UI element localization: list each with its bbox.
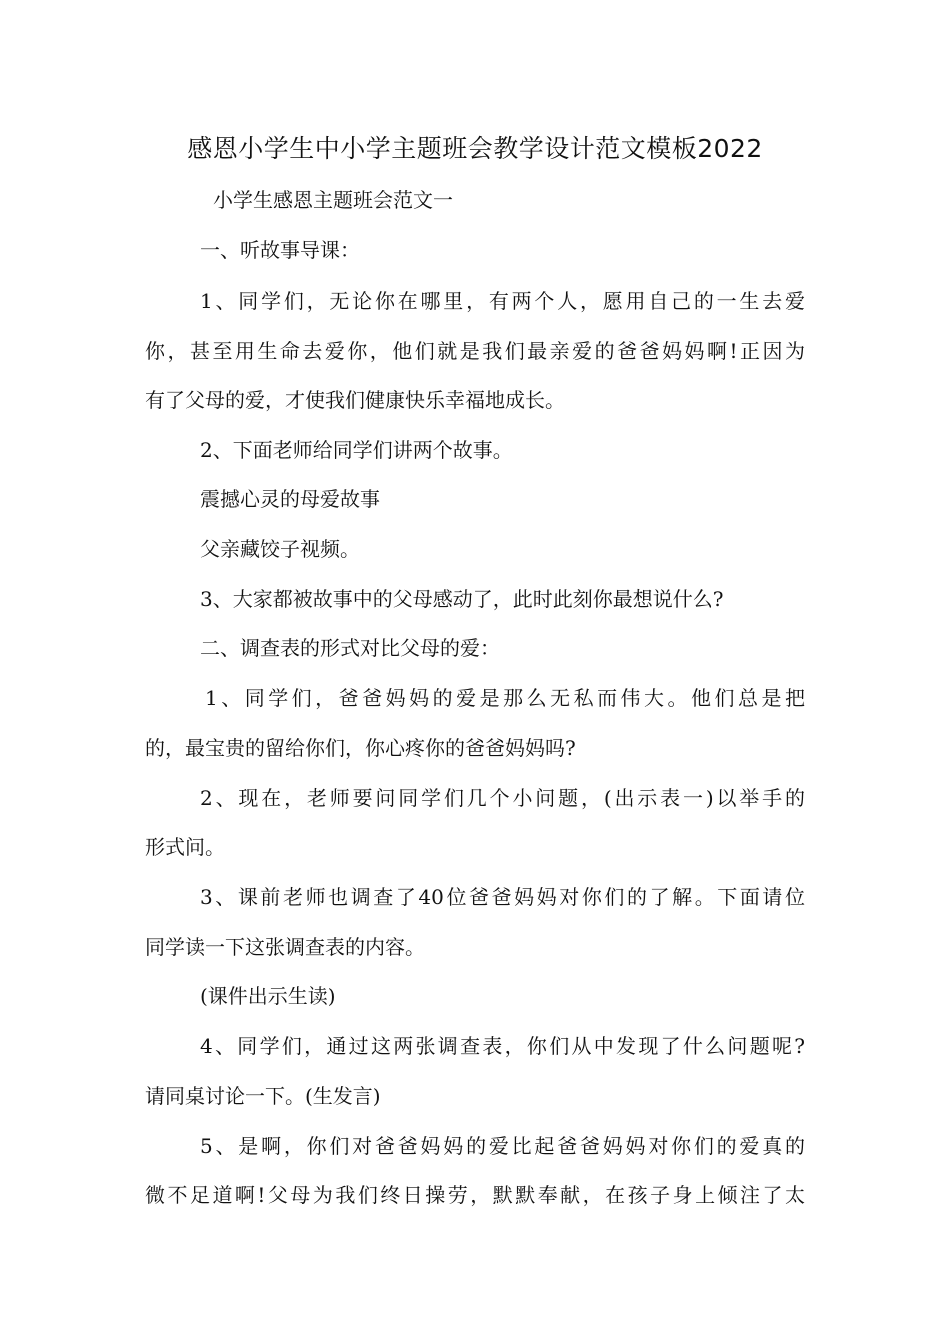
paragraph-line: 父亲藏饺子视频。 xyxy=(200,537,360,561)
paragraph-line: 有了父母的爱，才使我们健康快乐幸福地成长。 xyxy=(145,388,565,412)
paragraph-line: 5、是啊，你们对爸爸妈妈的爱比起爸爸妈妈对你们的爱真的 xyxy=(200,1134,805,1158)
paragraph-line: 的，最宝贵的留给你们，你心疼你的爸爸妈妈吗? xyxy=(145,736,576,760)
paragraph-line: 1、同学们，爸爸妈妈的爱是那么无私而伟大。他们总是把 xyxy=(205,686,805,710)
paragraph-line: 3、大家都被故事中的父母感动了，此时此刻你最想说什么? xyxy=(200,587,724,611)
paragraph-line: 3、课前老师也调查了40位爸爸妈妈对你们的了解。下面请位 xyxy=(200,885,805,909)
paragraph-line: 2、下面老师给同学们讲两个故事。 xyxy=(200,438,513,462)
paragraph-line: 微不足道啊!父母为我们终日操劳，默默奉献，在孩子身上倾注了太 xyxy=(145,1183,805,1207)
paragraph-line: 4、同学们，通过这两张调查表，你们从中发现了什么问题呢? xyxy=(200,1034,805,1058)
section-heading: 二、调查表的形式对比父母的爱： xyxy=(200,636,500,660)
paragraph-line: (课件出示生读) xyxy=(200,984,336,1008)
paragraph-line: 请同桌讨论一下。(生发言) xyxy=(145,1084,381,1108)
paragraph-line: 同学读一下这张调查表的内容。 xyxy=(145,935,425,959)
paragraph-line: 形式问。 xyxy=(145,835,225,859)
paragraph-line: 1、同学们，无论你在哪里，有两个人，愿用自己的一生去爱 xyxy=(200,289,805,313)
section-heading: 小学生感恩主题班会范文一 xyxy=(213,188,453,212)
section-heading: 一、听故事导课： xyxy=(200,238,360,262)
paragraph-line: 震撼心灵的母爱故事 xyxy=(200,487,380,511)
document-title: 感恩小学生中小学主题班会教学设计范文模板2022 xyxy=(187,134,763,163)
paragraph-line: 你，甚至用生命去爱你，他们就是我们最亲爱的爸爸妈妈啊!正因为 xyxy=(145,339,805,363)
paragraph-line: 2、现在，老师要问同学们几个小问题，(出示表一)以举手的 xyxy=(200,786,805,810)
